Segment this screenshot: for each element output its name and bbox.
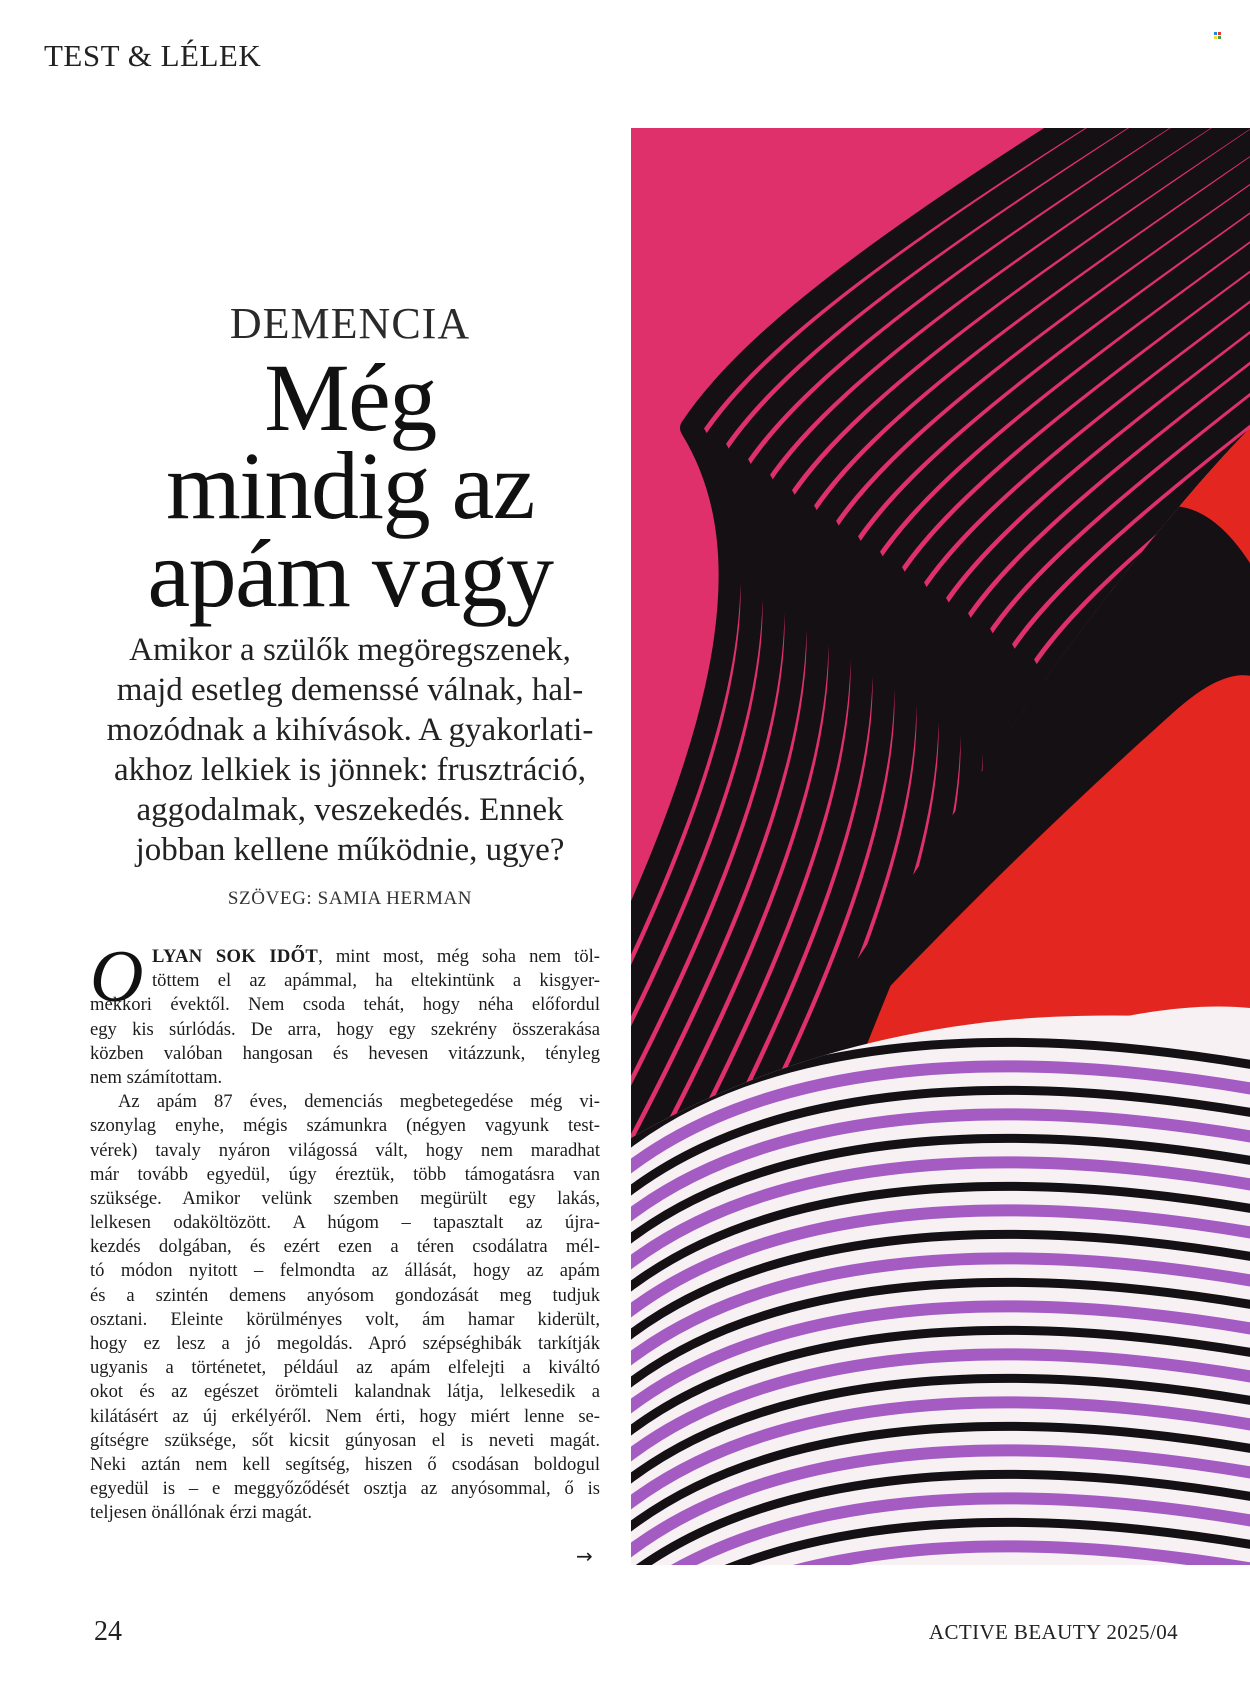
color-mark-icon xyxy=(1214,32,1226,42)
body-line: szonylag enyhe, mégis számunkra (négyen vagyunk test- xyxy=(90,1115,600,1137)
section-label: TEST & LÉLEK xyxy=(44,38,262,73)
body-line: Neki aztán nem kell segítség, hiszen ő csodásan boldogul xyxy=(90,1453,600,1475)
drop-cap: O xyxy=(90,936,144,1018)
body-line: osztani. Eleinte körülményes volt, ám hamar kiderült, xyxy=(90,1308,600,1330)
page-title xyxy=(90,344,610,627)
title-line: Még xyxy=(264,344,436,451)
purple-stripe-region xyxy=(631,1008,1250,1565)
lead-line: aggodalmak, veszekedés. Ennek xyxy=(136,792,564,828)
body-line: nem számítottam. xyxy=(90,1066,223,1088)
body-line: ugyanis a történetet, például az apám elfelejti a kiváltó xyxy=(90,1357,600,1379)
body-line: egy kis súrlódás. De arra, hogy egy szekrény összerakása xyxy=(90,1018,600,1040)
body-line: gítségre szüksége, sőt kicsit gúnyosan el is neveti magát. xyxy=(90,1429,600,1451)
body-line: töttem el az apámmal, ha eltekintünk a kisgyer- xyxy=(152,970,600,992)
body-line: hogy ez lesz a jó megoldás. Apró szépséghibák tarkítják xyxy=(90,1333,600,1354)
second-paragraph xyxy=(90,1090,600,1525)
body-line: mekkori évektől. Nem csoda tehát, hogy néha előfordul xyxy=(90,994,600,1016)
body-line: és a szintén demens anyósom gondozását meg tudjuk xyxy=(90,1284,600,1306)
first-paragraph xyxy=(90,945,600,1090)
body-line: kilátásért az új erkélyéről. Nem érti, hogy miért lenne se- xyxy=(90,1405,600,1427)
lead-line: Amikor a szülők megöregszenek, xyxy=(129,632,571,668)
body-line: vérek) tavaly nyáron világossá vált, hogy nem maradhat xyxy=(90,1139,600,1161)
lead-in: LYAN SOK IDŐT xyxy=(152,946,319,967)
body-line: tó módon nyitott – felmondta az állását, hogy az apám xyxy=(90,1260,600,1282)
page-number: 24 xyxy=(94,1616,122,1647)
byline: SZÖVEG: SAMIA HERMAN xyxy=(227,888,473,909)
kicker: DEMENCIA xyxy=(229,299,471,348)
lead-line: majd esetleg demenssé válnak, hal- xyxy=(116,672,584,708)
body-line: egyedül is – e meggyőződését osztja az anyósommal, ő is xyxy=(90,1478,600,1500)
headline-block xyxy=(90,300,610,910)
artwork-svg xyxy=(631,128,1250,1565)
body-line: szüksége. Amikor velünk szemben megürült egy lakás, xyxy=(90,1187,600,1209)
lead-line: akhoz lelkiek is jönnek: frusztráció, xyxy=(114,752,586,788)
body-line-text: , mint most, még soha nem töl- xyxy=(318,946,600,967)
body-line: okot és az egészet örömteli kalandnak látja, lelkesedik a xyxy=(90,1381,600,1403)
lead-line: mozódnak a kihívások. A gyakorlati- xyxy=(106,712,594,748)
magazine-issue: ACTIVE BEAUTY 2025/04 xyxy=(928,1620,1178,1644)
body-text xyxy=(90,945,600,1526)
continue-arrow-icon: → xyxy=(576,1544,593,1568)
lead-paragraph xyxy=(90,630,610,870)
body-line: lelkesen odaköltözött. A húgom – tapasztalt az újra- xyxy=(90,1212,600,1234)
body-line xyxy=(90,945,600,969)
body-line: Az apám 87 éves, demenciás megbetegedése még vi- xyxy=(118,1091,600,1113)
body-line: közben valóban hangosan és hevesen vitázzunk, tényleg xyxy=(90,1042,600,1064)
title-line: mindig az xyxy=(166,432,534,539)
title-line: apám vagy xyxy=(147,520,553,627)
body-line: kezdés dolgában, és ezért ezen a téren csodálatra mél- xyxy=(90,1236,600,1258)
lead-line: jobban kellene működnie, ugye? xyxy=(135,832,565,868)
body-line: már tovább egyedül, úgy éreztük, több támogatásra van xyxy=(90,1163,600,1185)
body-line: teljesen önállónak érzi magát. xyxy=(90,1502,312,1524)
striped-artwork xyxy=(631,128,1250,1565)
